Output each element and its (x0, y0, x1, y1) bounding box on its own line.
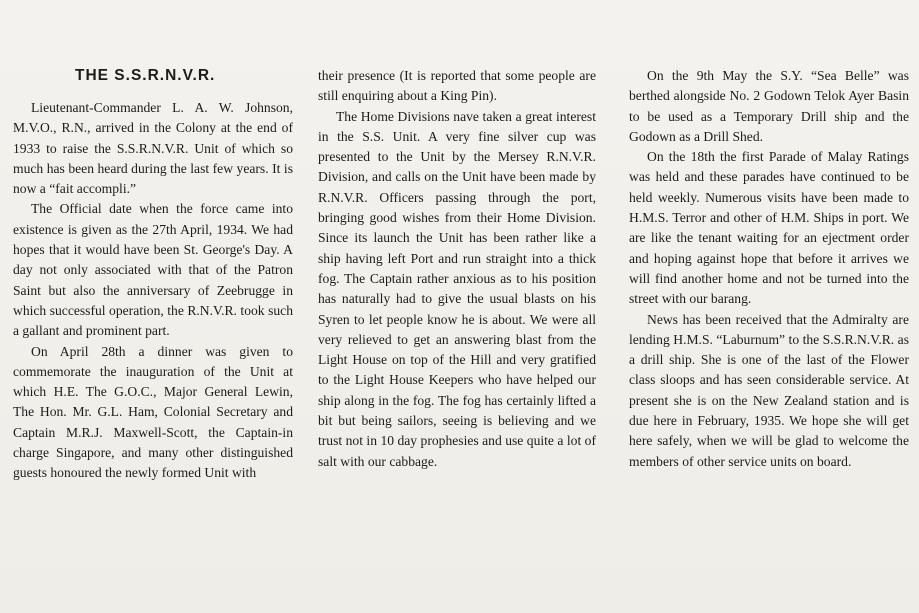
paragraph: On the 18th the first Parade of Malay Ratings was held and these parades have continued to be held weekly. Numerous visits have been made to H.M.S. Terror and other of H.M. Ships in port. We are like the tenant waiting for an ejectment order and hoping against hope that before it arrives we will find another home and not be turned into the street with our barang. (629, 149, 909, 307)
paragraph: their presence (It is reported that some people are still enquiring about a King Pin). (318, 68, 596, 104)
paragraph: News has been received that the Admiralty are lending H.M.S. “Laburnum” to the S.S.R.N.V.R. as a drill ship. She is one of the last of the Flower class sloops and has seen considerable service. At present she is on the New Zealand station and is due here in February, 1935. We hope she will get here safely, when we will be glad to welcome the members of other service units on board. (629, 311, 909, 469)
paragraph: Lieutenant-Commander L. A. W. Johnson, M.V.O., R.N., arrived in the Colony at the end of 1933 to raise the S.S.R.N.V.R. Unit of which so much has been heard during the last few years. It is now a “fait accompli.” (13, 100, 293, 197)
paragraph: The Home Divisions nave taken a great interest in the S.S. Unit. A very fine silver cup was presented to the Unit by the Mersey R.N.V.R. Division, and calls on the Unit have been made by R.N.V.R. Officers passing through the port, bringing good wishes from their Home Division. Since its launch the Unit has been rather like a ship having left Port and run straight into a thick fog. The Captain rather anxious as to his position has naturally had to give the usual blasts on his Syren to let people know he is about. We were all very relieved to get an answering blast from the Light House on top of the Hill and very gratified to the Light House Keepers who have helped our ship along in the fog. The fog has certainly lifted a bit but being sailors, seeing is believing and we trust not in 10 day prophesies and use quite a lot of salt with our cabbage. (318, 108, 596, 469)
article-title: THE S.S.R.N.V.R. (75, 67, 216, 84)
paragraph: On the 9th May the S.Y. “Sea Belle” was berthed alongside No. 2 Godown Telok Ayer Basin to be used as a Temporary Drill ship and the Godown as a Drill Shed. (629, 68, 909, 144)
paragraph: The Official date when the force came into existence is given as the 27th April, 1934. We had hopes that it would have been St. George's Day. A day not only associated with that of the Patron Saint but also the anniversary of Zeebrugge in which successful operation, the R.N.V.R. took such a gallant and prominent part. (13, 201, 293, 339)
column-1 (13, 66, 293, 484)
paragraph: On April 28th a dinner was given to commemorate the inauguration of the Unit at which H.E. The G.O.C., Major General Lewin, The Hon. Mr. G.L. Ham, Colonial Secretary and Captain M.R.J. Maxwell-Scott, the Captain-in charge Singapore, and many other distinguished guests honoured the newly formed Unit with (13, 343, 293, 481)
column-3 (629, 66, 909, 472)
column-2 (318, 66, 596, 472)
